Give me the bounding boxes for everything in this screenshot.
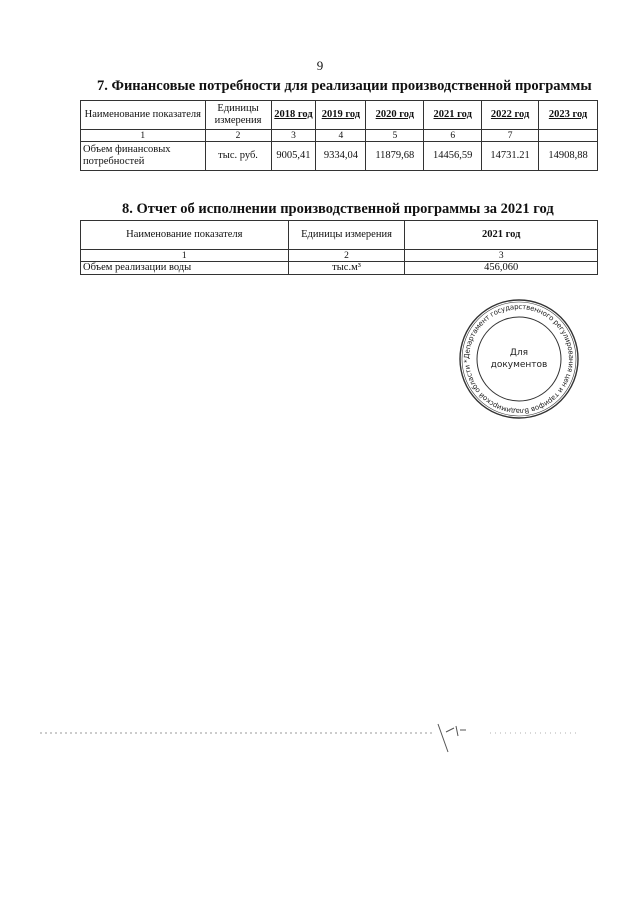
row-value: 456,060: [405, 262, 598, 275]
financial-needs-table: [80, 100, 598, 171]
index-cell: 3: [405, 250, 598, 262]
index-cell: 2: [205, 130, 271, 142]
index-cell: 4: [316, 130, 366, 142]
value-2022: 14731.21: [482, 142, 539, 171]
official-stamp: [457, 297, 581, 421]
row-unit: тыс.м³: [288, 262, 405, 275]
row-unit: тыс. руб.: [205, 142, 271, 171]
stamp-center-line-1: Для: [509, 348, 529, 358]
header-indicator: Наименование показателя: [81, 101, 206, 130]
svg-text:Департамент государственного р: [463, 303, 575, 415]
value-2019: 9334,04: [316, 142, 366, 171]
index-cell: 5: [366, 130, 424, 142]
header-year-2020: 2020 год: [366, 101, 424, 130]
section-7-title: 7. Финансовые потребности для реализации производственной программы: [97, 78, 592, 94]
value-2023: 14908,88: [539, 142, 598, 171]
index-cell: 1: [81, 250, 289, 262]
table-row: [81, 262, 598, 275]
table-header-row: [81, 101, 598, 130]
table-index-row: [81, 250, 598, 262]
table-index-row: [81, 130, 598, 142]
stamp-ring-text: Департамент государственного регулирования цен и тарифов Владимирской области *: [462, 302, 576, 416]
header-year-2019: 2019 год: [316, 101, 366, 130]
table-header-row: [81, 221, 598, 250]
index-cell: 6: [424, 130, 482, 142]
row-indicator: Объем финансовых потребностей: [81, 142, 206, 171]
value-2020: 11879,68: [366, 142, 424, 171]
value-2018: 9005,41: [271, 142, 316, 171]
header-year-2021: 2021 год: [405, 221, 598, 250]
header-year-2021: 2021 год: [424, 101, 482, 130]
stamp-center-line-2: документов: [490, 360, 548, 370]
value-2021: 14456,59: [424, 142, 482, 171]
header-year-2023: 2023 год: [539, 101, 598, 130]
index-cell: 1: [81, 130, 206, 142]
index-cell: [539, 130, 598, 142]
page-number: 9: [316, 58, 324, 73]
row-indicator: Объем реализации воды: [81, 262, 289, 275]
header-year-2018: 2018 год: [271, 101, 316, 130]
header-unit: Единицы измерения: [205, 101, 271, 130]
table-row: [81, 142, 598, 171]
program-report-table: [80, 220, 598, 275]
index-cell: 7: [482, 130, 539, 142]
pen-mark: [432, 722, 472, 758]
section-8-title: 8. Отчет об исполнении производственной программы за 2021 год: [122, 201, 554, 217]
header-indicator: Наименование показателя: [81, 221, 289, 250]
scan-artifact-dotted-line: [40, 730, 580, 736]
header-unit: Единицы измерения: [288, 221, 405, 250]
header-year-2022: 2022 год: [482, 101, 539, 130]
index-cell: 2: [288, 250, 405, 262]
index-cell: 3: [271, 130, 316, 142]
